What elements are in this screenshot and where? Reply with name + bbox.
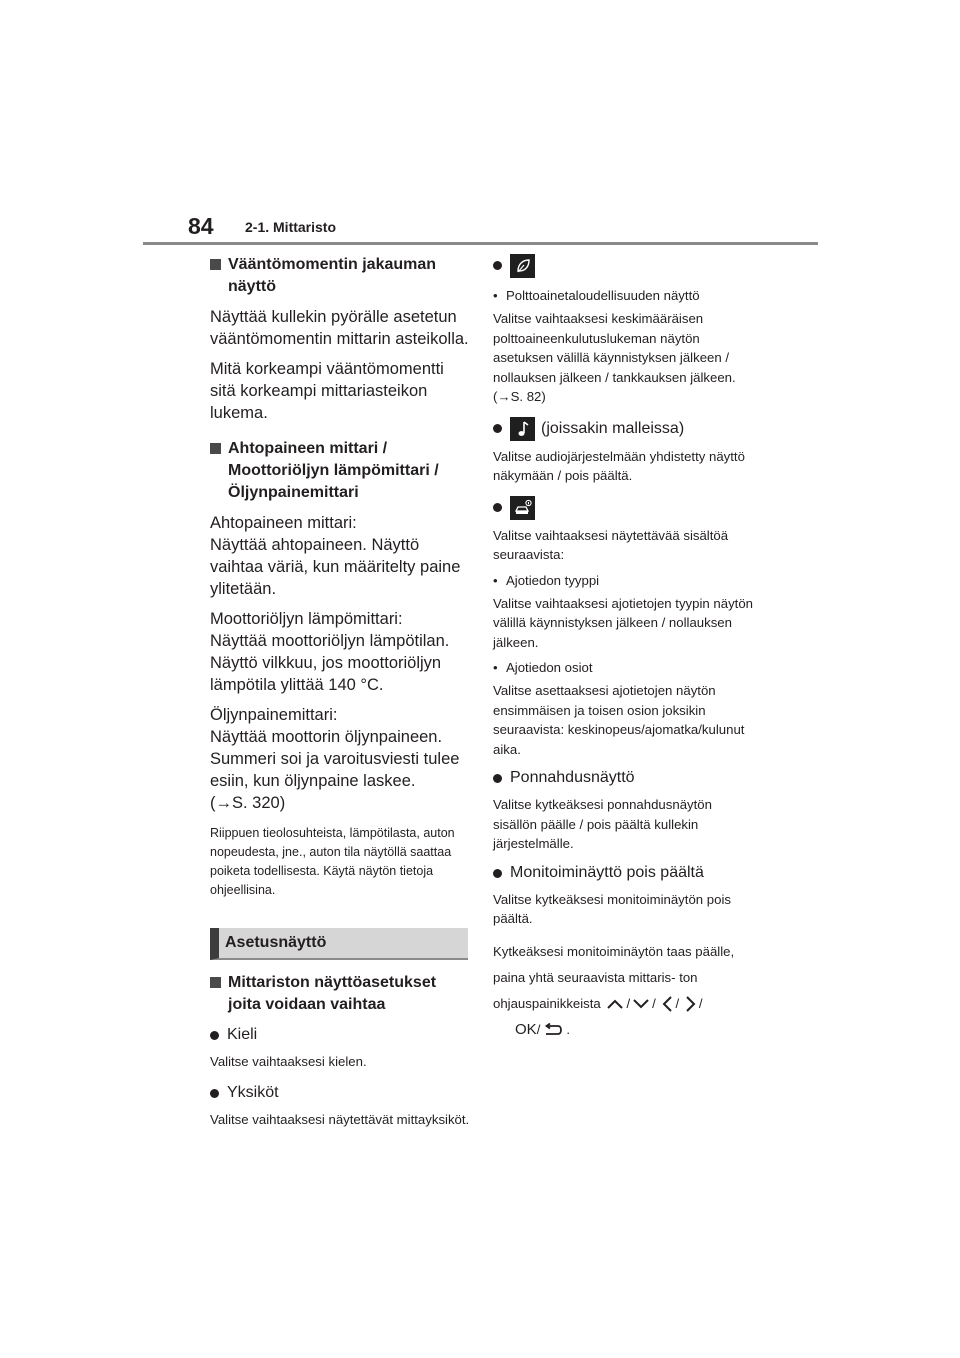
audio-suffix: (joissakin malleissa) xyxy=(541,419,685,437)
ok-label: OK xyxy=(515,1020,537,1038)
eco-bullet: • Polttoainetaloudellisuuden näyttö xyxy=(493,286,758,305)
sep-4: / xyxy=(698,995,703,1011)
gauges-heading: Ahtopaineen mittari / Moottoriöljyn lämpömittari / Öljynpainemittari xyxy=(210,438,470,504)
audio-desc: Valitse audiojärjestelmään yhdistetty näyttö näkymään / pois päältä. xyxy=(493,448,745,483)
language-desc: Valitse vaihtaaksesi kielen. xyxy=(210,1054,367,1069)
drive-info-bullet-1: • Ajotiedon tyyppi xyxy=(493,571,758,590)
monitor-paragraph xyxy=(493,939,758,1043)
popup-label: Ponnahdusnäyttö xyxy=(510,769,635,786)
drive-info-icon xyxy=(510,496,535,520)
drive-info-bullet-2-desc: Valitse asettaaksesi ajotietojen näytön ensimmäisen ja toisen osion joksikin seuraavista: keskinopeus/ajomatka/kulunut aika. xyxy=(493,683,745,757)
popup-heading xyxy=(493,767,758,789)
oil-temp-desc: Näyttää moottoriöljyn lämpötilan. Näyttö vilkkuu, jos moottoriöljyn lämpötila ylittää 140 °C. xyxy=(210,632,450,694)
drive-info-bullet-1-desc: Valitse vaihtaaksesi ajotietojen tyypin näytön välillä käynnistyksen jälkeen / nollauksen jälkeen. xyxy=(493,595,753,650)
left-column xyxy=(210,254,470,1135)
chevron-left-icon xyxy=(661,995,673,1013)
back-arrow-icon xyxy=(542,1023,564,1037)
sep-1: / xyxy=(626,995,631,1011)
oil-pressure-text xyxy=(210,704,470,814)
boost-gauge-label: Ahtopaineen mittari: xyxy=(210,514,357,532)
leaf-icon xyxy=(510,254,535,278)
audio-heading xyxy=(493,417,758,441)
torque-text-2: Mitä korkeampi vääntömomentti sitä korkeampi mittariasteikon lukema. xyxy=(210,360,444,422)
language-label: Kieli xyxy=(227,1026,258,1043)
page-number: 84 xyxy=(188,213,214,239)
chevron-right-icon xyxy=(685,995,697,1013)
drive-info-desc: Valitse vaihtaaksesi näytettävää sisältöä seuraavista: xyxy=(493,527,729,562)
units-heading xyxy=(210,1082,470,1104)
chevron-up-icon xyxy=(606,998,624,1010)
header-rule xyxy=(143,242,818,245)
boost-gauge-desc: Näyttää ahtopaineen. Näyttö vaihtaa väriä, kun määritelty paine ylitetään. xyxy=(210,536,461,598)
chevron-down-icon xyxy=(632,998,650,1010)
units-label: Yksiköt xyxy=(227,1083,279,1101)
music-note-icon xyxy=(510,417,535,441)
settings-banner: Asetusnäyttö xyxy=(210,928,468,960)
eco-heading xyxy=(493,254,758,278)
monitor-heading xyxy=(493,862,758,884)
drive-info-bullet-2: • Ajotiedon osiot xyxy=(493,658,758,677)
oil-temp-label: Moottoriöljyn lämpömittari: xyxy=(210,610,403,628)
monitor-paragraph-2: ton ohjauspainikkeista xyxy=(493,969,698,1011)
boost-gauge-text xyxy=(210,512,470,600)
eco-desc: Valitse vaihtaaksesi keskimääräisen polttoaineenkulutuslukeman näytön asetuksen välillä käynnistyksen jälkeen / nollauksen jälkeen / tankkauksen jälkeen. (→S. 82) xyxy=(493,311,736,404)
disclaimer-note: Riippuen tieolosuhteista, lämpötilasta, auton nopeudesta, jne., auton tila näytöllä saattaa poiketa todellisesta. Käytä näytön tietoja ohjeellisina. xyxy=(210,826,455,897)
monitor-desc: Valitse kytkeäksesi monitoiminäytön pois päältä. xyxy=(493,891,731,926)
language-heading xyxy=(210,1024,470,1046)
oil-pressure-ref: (→S. 320) xyxy=(210,794,286,812)
oil-pressure-label: Öljynpainemittari: xyxy=(210,706,338,724)
end-period: . xyxy=(566,1021,571,1037)
monitor-label: Monitoiminäyttö pois päältä xyxy=(510,863,704,881)
section-title: 2-1. Mittaristo xyxy=(245,219,337,235)
right-column xyxy=(493,254,758,1049)
torque-text-1: Näyttää kullekin pyörälle asetetun vääntömomentin mittarin asteikolla. xyxy=(210,308,469,348)
oil-pressure-desc: Näyttää moottorin öljynpaineen. Summeri soi ja varoitusviesti tulee esiin, kun öljynpaine laskee. xyxy=(210,728,460,790)
sep-3: / xyxy=(675,995,680,1011)
sep-2: / xyxy=(652,995,656,1011)
settings-heading: Mittariston näyttöasetukset joita voidaan vaihtaa xyxy=(210,972,470,1016)
oil-temp-text xyxy=(210,608,470,696)
sep-5: / xyxy=(536,1021,541,1037)
drive-info-heading xyxy=(493,496,758,520)
units-desc: Valitse vaihtaaksesi näytettävät mittayksiköt. xyxy=(210,1111,470,1127)
monitor-paragraph-1: Kytkeäksesi monitoiminäytön taas päälle, paina yhtä seuraavista mittaris- xyxy=(493,943,735,985)
popup-desc: Valitse kytkeäksesi ponnahdusnäytön sisällön päälle / pois päältä kullekin järjestelmälle. xyxy=(493,797,712,851)
torque-heading: Vääntömomentin jakauman näyttö xyxy=(210,254,470,298)
